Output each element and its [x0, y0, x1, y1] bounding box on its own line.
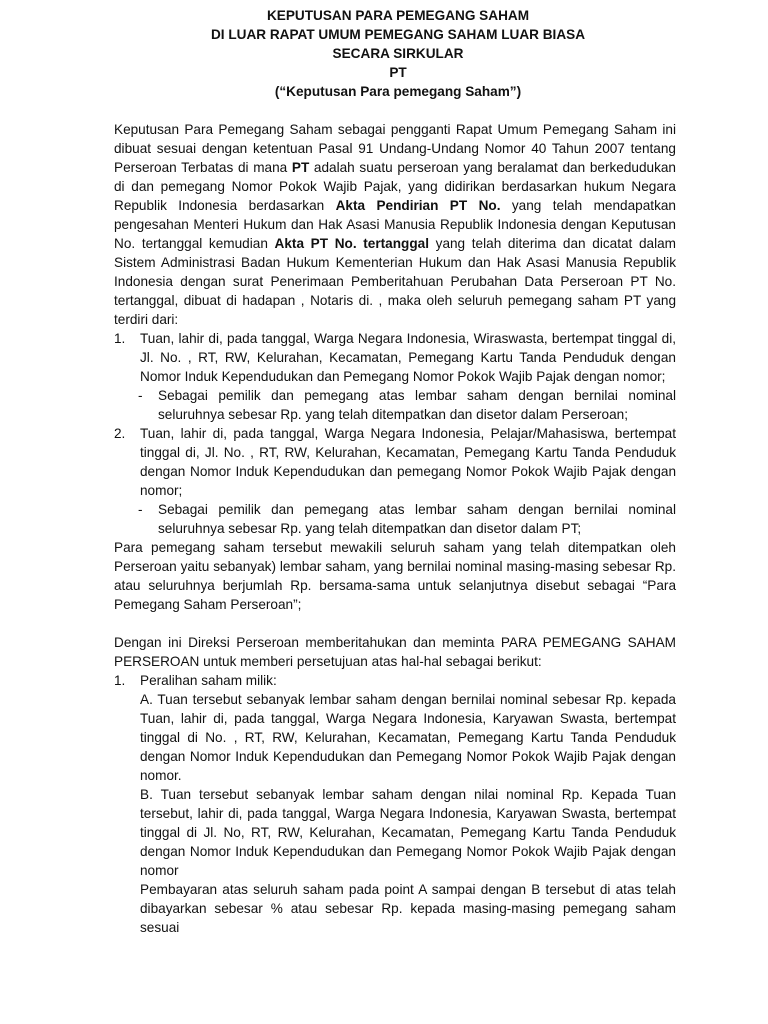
shareholder-subitem-text: Sebagai pemilik dan pemegang atas lembar saham dengan bernilai nominal seluruhnya sebesar Rp. yang telah ditempatkan dan disetor dalam Perseroan;: [158, 388, 676, 422]
list-number: 1.: [114, 673, 126, 688]
agenda-point-b: B. Tuan tersebut sebanyak lembar saham dengan nilai nominal Rp. Kepada Tuan tersebut, lahir di, pada tanggal, Warga Negara Indonesia, Karyawan Swasta, bertempat tinggal di Jl. No, RT, RW, Kelurahan, Kecamatan, Pemegang Kartu Tanda Penduduk dengan Nomor Induk Kependudukan dan Pemegang Nomor Pokok Wajib Pajak dengan nomor: [140, 787, 676, 878]
shareholder-subitem-text: Sebagai pemilik dan pemegang atas lembar saham dengan bernilai nominal seluruhnya sebesar Rp. yang telah ditempatkan dan disetor dalam PT;: [158, 502, 676, 536]
title-line-5: (“Keputusan Para pemegang Saham”): [274, 84, 522, 99]
agenda-title: Peralihan saham milik:: [140, 673, 277, 688]
list-number: 1.: [114, 331, 126, 346]
text-run: yang telah diterima dan dicatat dalam Sistem Administrasi Badan Hukum Kementerian Hukum dan Hak Asasi Manusia Republik Indonesia dengan surat Penerimaan Pemberitahuan Perubahan Data Perseroan PT No. tertanggal, dibuat di hadapan , Notaris di. , maka oleh seluruh pemegang saham PT yang terdiri dari:: [114, 236, 677, 327]
list-dash: -: [138, 388, 143, 403]
title-line-2: DI LUAR RAPAT UMUM PEMEGANG SAHAM LUAR BIASA: [210, 27, 586, 42]
shareholder-text: Tuan, lahir di, pada tanggal, Warga Negara Indonesia, Pelajar/Mahasiswa, bertempat tinggal di, Jl. No. , RT, RW, Kelurahan, Kecamatan, Pemegang Kartu Tanda Penduduk dengan Nomor Induk Kependudukan dan pemegang Nomor Pokok Wajib Pajak dengan nomor;: [140, 426, 676, 498]
shareholder-text: Tuan, lahir di, pada tanggal, Warga Negara Indonesia, Wiraswasta, bertempat tinggal di, Jl. No. , RT, RW, Kelurahan, Kecamatan, Pemegang Kartu Tanda Penduduk dengan Nomor Induk Kependudukan dan Pemegang Nomor Pokok Wajib Pajak dengan nomor;: [140, 331, 676, 384]
agenda-payment: Pembayaran atas seluruh saham pada point A sampai dengan B tersebut di atas telah dibayarkan sebesar % atau sebesar Rp. kepada masing-masing pemegang saham sesuai: [140, 882, 676, 935]
shareholder-item: [114, 329, 676, 386]
list-dash: -: [138, 502, 143, 517]
agenda-item: [114, 671, 676, 937]
list-number: 2.: [114, 426, 126, 441]
bold-text-run: Akta Pendirian PT No.: [335, 198, 501, 213]
bold-text-run: PT: [291, 160, 310, 175]
title-line-3: SECARA SIRKULAR: [332, 46, 464, 61]
shareholder-subitem: [138, 386, 676, 424]
shareholder-item: [114, 424, 676, 500]
paragraph-gap: [114, 614, 676, 633]
text-run: Keputusan Para Pemegang Saham sebagai pengganti Rapat Umum Pemegang Saham ini dibuat sesuai dengan ketentuan Pasal 91 Undang-Undang Nomor 40 Tahun 2007 tentang Perseroan Terbatas di mana: [114, 122, 676, 175]
text-run: adalah suatu perseroan yang beralamat dan berkedudukan di dan pemegang Nomor Pokok Wajib Pajak, yang didirikan berdasarkan hukum Negara Republik Indonesia berdasarkan: [114, 160, 676, 213]
agenda-point-a: A. Tuan tersebut sebanyak lembar saham dengan bernilai nominal sebesar Rp. kepada Tuan, lahir di, pada tanggal, Warga Negara Indonesia, Karyawan Swasta, bertempat tinggal di No. , RT, RW, Kelurahan, Kecamatan, Pemegang Kartu Tanda Penduduk dengan Nomor Induk Kependudukan dan Pemegang Nomor Pokok Wajib Pajak dengan nomor.: [140, 692, 676, 783]
intro-paragraph: [114, 120, 676, 329]
bold-text-run: Akta PT No. tertanggal: [274, 236, 429, 251]
document-title: [114, 6, 676, 101]
representation-paragraph: Para pemegang saham tersebut mewakili seluruh saham yang telah ditempatkan oleh Perseroan yaitu sebanyak) lembar saham, yang bernilai nominal masing-masing sebesar Rp. atau seluruhnya berjumlah Rp. bersama-sama untuk selanjutnya disebut sebagai “Para Pemegang Saham Perseroan”;: [114, 540, 676, 612]
text-run: yang telah mendapatkan pengesahan Menteri Hukum dan Hak Asasi Manusia Republik Indonesia dengan Keputusan No. tertanggal kemudian: [114, 198, 676, 251]
title-line-4: PT: [389, 65, 407, 80]
title-line-1: KEPUTUSAN PARA PEMEGANG SAHAM: [266, 8, 530, 23]
request-paragraph: Dengan ini Direksi Perseroan memberitahukan dan meminta PARA PEMEGANG SAHAM PERSEROAN untuk memberi persetujuan atas hal-hal sebagai berikut:: [114, 635, 676, 669]
shareholder-subitem: [138, 500, 676, 538]
